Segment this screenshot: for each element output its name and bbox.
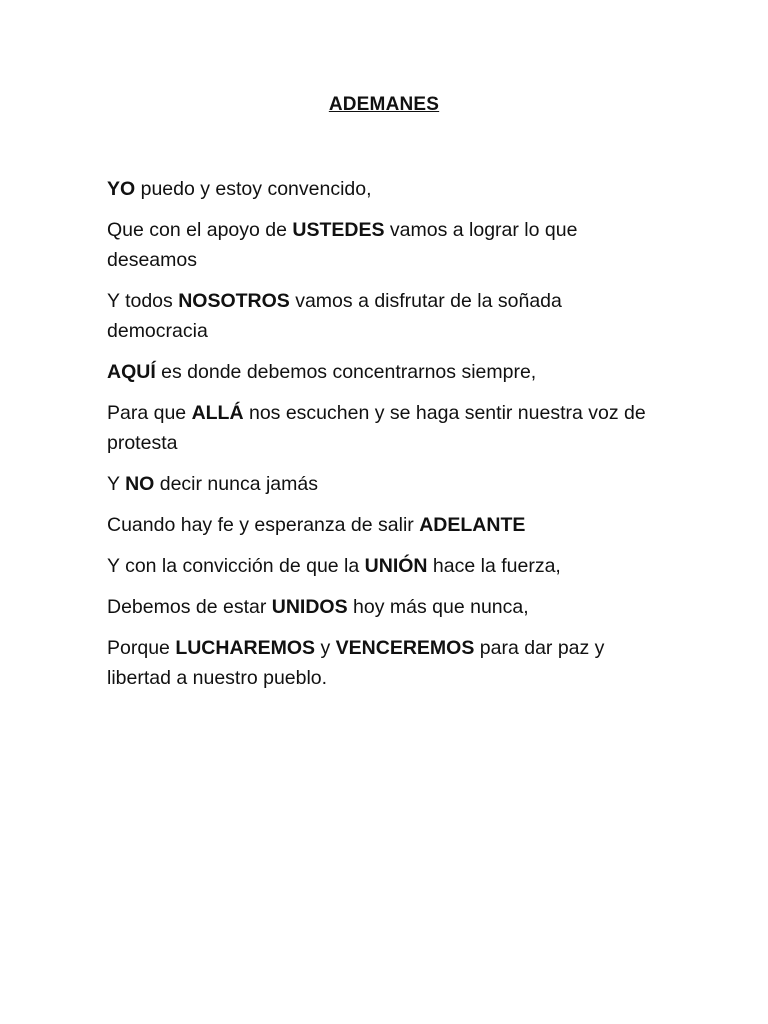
paragraph-line — [107, 633, 667, 693]
text-segment: Y — [107, 473, 126, 495]
bold-word: NO — [125, 473, 155, 495]
text-segment: hoy más que nunca, — [347, 596, 529, 618]
bold-word: VENCEREMOS — [335, 637, 475, 659]
bold-word: LUCHAREMOS — [175, 637, 316, 659]
text-segment: Debemos de estar — [107, 596, 272, 618]
text-segment: y — [315, 637, 336, 659]
paragraph-line — [107, 357, 667, 387]
bold-word: ALLÁ — [191, 402, 244, 424]
text-segment: hace la fuerza, — [427, 555, 561, 577]
bold-word: USTEDES — [292, 219, 385, 241]
paragraph-line — [107, 510, 667, 540]
paragraph-line — [107, 174, 667, 204]
text-segment: para dar paz y libertad a nuestro pueblo. — [107, 637, 605, 689]
bold-word: UNIÓN — [364, 555, 428, 577]
paragraph-line — [107, 215, 667, 275]
text-segment: vamos a disfrutar de la soñada democracia — [107, 290, 562, 342]
text-segment: Cuando hay fe y esperanza de salir — [107, 514, 420, 536]
text-segment: decir nunca jamás — [154, 473, 318, 495]
document-body — [107, 174, 667, 704]
text-segment: Y con la convicción de que la — [107, 555, 365, 577]
bold-word: UNIDOS — [271, 596, 348, 618]
text-segment: Porque — [107, 637, 176, 659]
paragraph-line — [107, 551, 667, 581]
paragraph-line — [107, 469, 667, 499]
bold-word: ADELANTE — [419, 514, 526, 536]
paragraph-line — [107, 286, 667, 346]
bold-word: AQUÍ — [107, 361, 156, 383]
text-segment: nos escuchen y se haga sentir nuestra voz de protesta — [107, 402, 646, 454]
text-segment: Para que — [107, 402, 192, 424]
paragraph-line — [107, 592, 667, 622]
bold-word: NOSOTROS — [178, 290, 290, 312]
document-title: ADEMANES — [328, 94, 440, 115]
text-segment: puedo y estoy convencido, — [135, 178, 372, 200]
bold-word: YO — [107, 178, 136, 200]
text-segment: Que con el apoyo de — [107, 219, 293, 241]
text-segment: Y todos — [107, 290, 179, 312]
paragraph-line — [107, 398, 667, 458]
text-segment: vamos a lograr lo que deseamos — [107, 219, 578, 271]
text-segment: es donde debemos concentrarnos siempre, — [155, 361, 537, 383]
